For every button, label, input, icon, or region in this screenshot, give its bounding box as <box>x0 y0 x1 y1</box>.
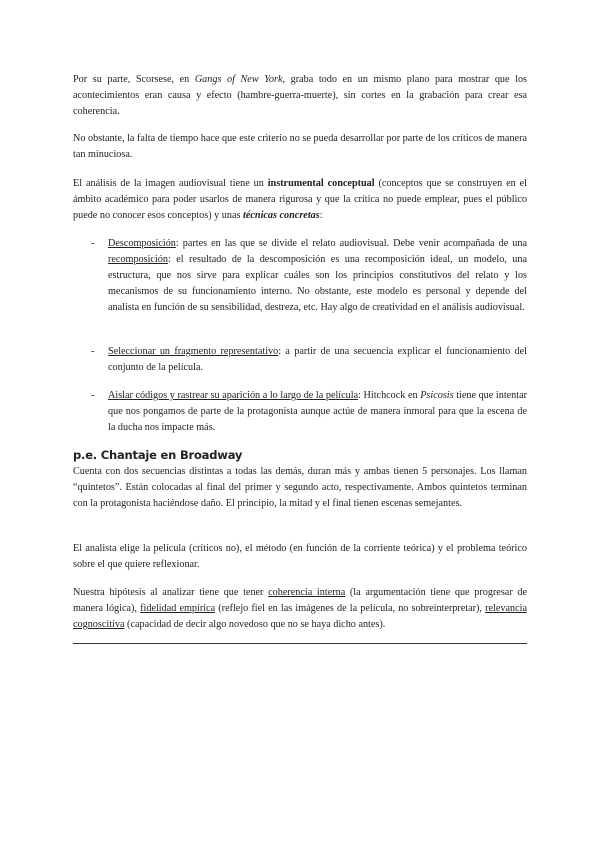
paragraph-time-constraint <box>73 131 527 163</box>
para2-text: No obstante, la falta de tiempo hace que este criterio no se pueda desarrollar por parte de los críticos de manera tan minuciosa. <box>73 133 527 160</box>
list-item-fragmento <box>91 344 527 376</box>
bullet-dash: - <box>91 390 95 401</box>
list-item-descomposicion <box>91 236 527 316</box>
list-item-aislar-codigos <box>91 388 528 436</box>
para1-text-end: , graba todo en un mismo plano para mostrar que los acontecimientos eran causa y efecto (hambre-guerra-muerte), sin cortes en la grabación para crear esa coherencia. <box>73 74 527 117</box>
item1-text: : partes en las que se divide el relato audiovisual. Debe venir acompañada de una <box>175 238 527 249</box>
term-recomposicion: recomposición <box>108 254 168 265</box>
item2-text: : a partir de una secuencia explicar el funcionamiento del conjunto de la película. <box>108 346 527 373</box>
para1-text: Por su parte, Scorsese, en <box>73 74 195 85</box>
item1-text-end: : el resultado de la descomposición es una recomposición ideal, un modelo, una estructura, que nos sirve para explicar cuáles son los principios constitutivos del relato y los mecanismos de su funcionamiento interno. No obstante, este modelo es personal y depende del analista en función de su sensibilidad, destreza, etc. Hay algo de creatividad en el análisis audiovisual. <box>108 254 527 313</box>
term-fidelidad-empirica: fidelidad empírica <box>140 603 216 614</box>
para5-text: El analista elige la película (críticos no), el método (en función de la corriente teórica) y el problema teórico sobre el que quiere reflexionar. <box>73 543 527 570</box>
term-aislar-codigos: Aislar códigos y rastrear su aparición a lo largo de la película <box>108 390 359 401</box>
para6-text-3: (capacidad de decir algo novedoso que no se haya dicho antes). <box>124 619 386 630</box>
para3-text-end: : <box>319 210 323 221</box>
para6-text-1: (la argumentación tiene que progresar de manera lógica), <box>73 587 528 614</box>
paragraph-analyst-choice <box>73 541 527 573</box>
bullet-dash: - <box>91 238 95 249</box>
film-title-psicosis: Psicosis <box>420 390 454 401</box>
section-heading: p.e. Chantaje en Broadway <box>73 448 243 462</box>
film-title-gangs: Gangs of New York <box>194 74 283 85</box>
term-descomposicion: Descomposición <box>108 238 176 249</box>
para3-text: El análisis de la imagen audiovisual tiene un <box>73 178 268 189</box>
para6-text-2: (reflejo fiel en las imágenes de la película, no sobreinterpretar), <box>215 603 486 614</box>
term-instrumental-conceptual: instrumental conceptual <box>267 178 375 189</box>
term-relevancia-cognoscitiva: relevancia cognoscitiva <box>73 603 527 630</box>
bullet-dash: - <box>91 346 95 357</box>
para6-text: Nuestra hipótesis al analizar tiene que tener <box>73 587 269 598</box>
item3-text: : Hitchcock en <box>358 390 421 401</box>
para4-text: Cuenta con dos secuencias distintas a todas las demás, duran más y ambas tienen 5 personajes. Los llaman “quintetos”. Están colocadas al final del primer y segundo acto, respectivamente. Ambos quintetos terminan con la protagonista haciéndose daño. El principio, la mitad y el final tienen escenas semejantes. <box>73 466 527 509</box>
paragraph-hypothesis <box>73 585 527 633</box>
term-fragmento-representativo: Seleccionar un fragmento representativo <box>108 346 279 357</box>
paragraph-quintetos <box>73 464 527 512</box>
term-tecnicas-concretas: técnicas concretas <box>243 210 320 221</box>
item3-text-end: tiene que intentar que nos pongamos de parte de la protagonista aunque actúe de manera inmoral para que la escena de la ducha nos impacte más. <box>108 390 528 433</box>
horizontal-rule <box>73 643 527 644</box>
para3-text-mid: (conceptos que se construyen en el ámbito académico para poder usarlos de manera rigurosa y que la crítica no puede emplear, pues el público puede no conocer esos conceptos) y unas <box>73 178 527 221</box>
paragraph-scorsese <box>73 72 527 120</box>
paragraph-analysis-intro <box>73 176 527 224</box>
term-coherencia-interna: coherencia interna <box>268 587 346 598</box>
